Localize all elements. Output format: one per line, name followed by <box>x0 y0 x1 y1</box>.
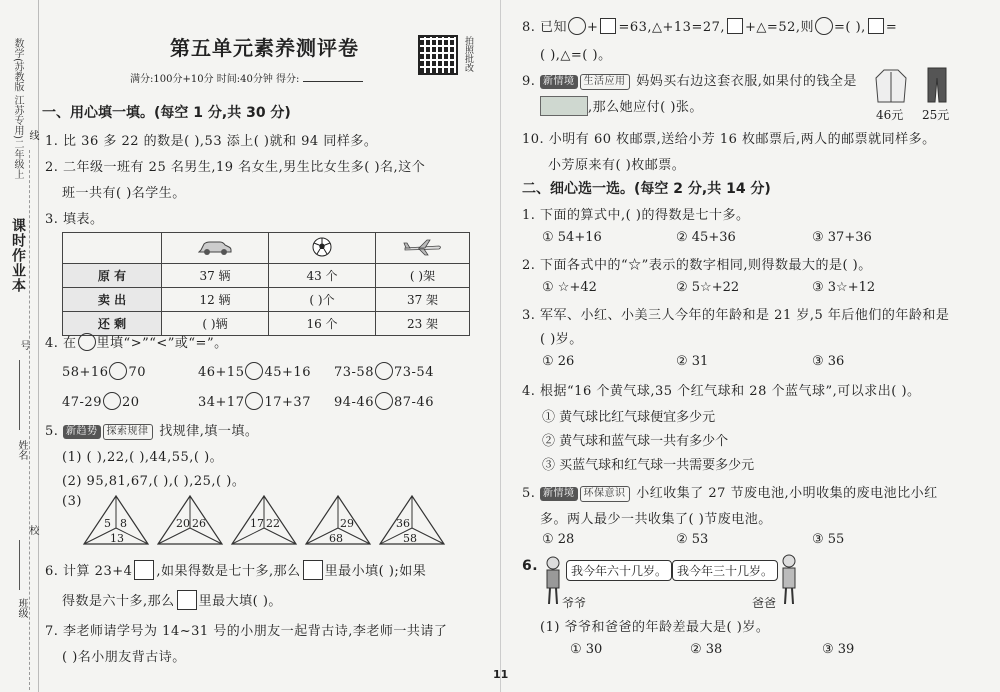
qr-code[interactable] <box>418 35 458 75</box>
choice-option[interactable]: ③ 买蓝气球和红气球一共需要多少元 <box>542 458 755 473</box>
compare-right: 70 <box>128 365 147 380</box>
compare-right: 87-46 <box>393 395 434 410</box>
choice-6-number: 6. <box>522 558 539 574</box>
table-header-row <box>63 233 470 264</box>
choice-1: 1. 下面的算式中,( )的得数是七十多。 <box>522 208 750 223</box>
choice-option[interactable]: ③ 36 <box>812 354 845 369</box>
table-cell: 16 个 <box>269 312 376 336</box>
tri-value: 68 <box>329 532 343 545</box>
number-line <box>19 360 20 430</box>
compare-item <box>62 392 140 410</box>
row-label: 还 剩 <box>63 312 162 336</box>
table-cell: 37 架 <box>376 288 470 312</box>
question-10-line2: 小芳原来有( )枚邮票。 <box>548 158 686 173</box>
answer-box[interactable] <box>134 560 154 580</box>
grandpa-label: 爷爷 <box>562 596 587 610</box>
score-blank <box>303 81 363 82</box>
speech-bubble-grandpa: 我今年六十几岁。 <box>566 560 672 581</box>
table-cell: ( )个 <box>269 288 376 312</box>
pants-price: 25元 <box>922 108 950 122</box>
page-title: 第五单元素养测评卷 <box>170 36 359 60</box>
choice-option[interactable]: ① 黄气球比红气球便宜多少元 <box>542 410 716 425</box>
compare-right: 17+37 <box>264 395 311 410</box>
table-cell: 37 辆 <box>162 264 269 288</box>
book-title: 课时作业本 <box>10 218 26 293</box>
compare-circle[interactable] <box>245 392 263 410</box>
question-9-line1 <box>522 70 857 90</box>
qr-pattern <box>420 37 456 73</box>
school-label: 校 <box>27 525 38 535</box>
choice-4: 4. 根据“16 个黄气球,35 个红气球和 28 个蓝气球”,可以求出( )。 <box>522 384 921 399</box>
compare-right: 20 <box>121 395 140 410</box>
q5-number: 5. <box>45 424 59 439</box>
table-row <box>63 288 470 312</box>
q9-number: 9. <box>522 74 536 89</box>
question-5-3: (3) <box>62 494 82 509</box>
qr-caption: 拍照批改 <box>463 36 473 72</box>
choice-option[interactable]: ③ 55 <box>812 532 845 547</box>
answer-box[interactable] <box>177 590 197 610</box>
line-label: 线 <box>27 130 38 140</box>
banknote-icon <box>540 96 588 116</box>
question-4 <box>45 332 228 351</box>
compare-circle[interactable] <box>103 392 121 410</box>
question-3: 3. 填表。 <box>45 212 104 227</box>
tri-value: 20 <box>176 517 190 530</box>
q5-text: 找规律,填一填。 <box>159 424 259 439</box>
choice-option[interactable]: ② 45+36 <box>676 230 736 245</box>
table-cell: 23 架 <box>376 312 470 336</box>
table-corner <box>63 233 162 264</box>
pattern-tag: 探索规律 <box>103 424 153 440</box>
question-5-2: (2) 95,81,67,( ),( ),25,( )。 <box>62 474 246 489</box>
tri-value: 8 <box>120 517 127 530</box>
choice-3-line1: 3. 军军、小红、小美三人今年的年龄和是 21 岁,5 年后他们的年龄和是 <box>522 308 950 323</box>
c5-number: 5. <box>522 486 536 501</box>
q6-text-b2: 里最大填( )。 <box>198 594 282 609</box>
tri-value: 26 <box>192 517 206 530</box>
compare-left: 46+15 <box>198 365 245 380</box>
c5-text-a: 小红收集了 27 节废电池,小明收集的废电池比小红 <box>636 486 938 501</box>
q6-text-a2: ,如果得数是七十多,那么 <box>156 564 301 579</box>
section-1-title: 一、用心填一填。(每空 1 分,共 30 分) <box>42 105 291 121</box>
tri-value: 36 <box>396 517 410 530</box>
choice-3-line2: ( )岁。 <box>540 332 583 347</box>
compare-circle[interactable] <box>245 362 263 380</box>
compare-item <box>198 392 311 410</box>
pants-icon <box>926 66 948 104</box>
compare-left: 34+17 <box>198 395 245 410</box>
q8-text-1: 8. 已知 <box>522 20 568 35</box>
car-icon <box>198 238 232 256</box>
square-symbol <box>868 18 884 34</box>
compare-left: 47-29 <box>62 395 102 410</box>
compare-left: 73-58 <box>334 365 374 380</box>
triangle-2 <box>158 496 222 544</box>
compare-circle[interactable] <box>375 392 393 410</box>
question-9-line2 <box>540 96 703 116</box>
choice-option[interactable]: ① 26 <box>542 354 575 369</box>
jacket-price: 46元 <box>876 108 904 122</box>
question-8-line1 <box>522 16 897 35</box>
trend-tag: 新趋势 <box>63 425 101 439</box>
q4-text-a: 4. 在 <box>45 336 77 351</box>
choice-2: 2. 下面各式中的“☆”表示的数字相同,则得数最大的是( )。 <box>522 258 872 273</box>
q9-text-b: ,那么她应付( )张。 <box>588 100 703 115</box>
page-number: 11 <box>493 668 509 681</box>
q8-text-2: + <box>587 20 599 35</box>
square-symbol <box>727 18 743 34</box>
tri-value: 29 <box>340 517 354 530</box>
square-symbol <box>600 18 616 34</box>
row-label: 原 有 <box>63 264 162 288</box>
choice-option[interactable]: ③ 37+36 <box>812 230 872 245</box>
compare-item <box>334 392 434 410</box>
ball-cell <box>269 233 376 264</box>
tri-value: 17 <box>250 517 264 530</box>
question-10-line1: 10. 小明有 60 枚邮票,送给小芳 16 枚邮票后,两人的邮票就同样多。 <box>522 132 936 147</box>
class-line <box>19 540 20 590</box>
choice-option[interactable]: ① 54+16 <box>542 230 602 245</box>
choice-option[interactable]: ① 28 <box>542 532 575 547</box>
soccer-ball-icon <box>312 237 332 257</box>
section-2-title: 二、细心选一选。(每空 2 分,共 14 分) <box>522 181 771 197</box>
choice-6-1: (1) 爷爷和爸爸的年龄差最大是( )岁。 <box>540 620 770 635</box>
answer-box[interactable] <box>303 560 323 580</box>
row-label: 卖 出 <box>63 288 162 312</box>
question-6-line1 <box>45 560 426 580</box>
compare-item <box>62 362 146 380</box>
dad-figure <box>778 554 800 606</box>
q8-text-3: =63,△+13=27, <box>618 20 726 35</box>
choice-option[interactable]: ① 30 <box>570 642 603 657</box>
airplane-icon <box>403 238 443 256</box>
speech-bubble-dad: 我今年三十几岁。 <box>672 560 778 581</box>
question-2-line1: 2. 二年级一班有 25 名男生,19 名女生,男生比女生多( )名,这个 <box>45 160 426 175</box>
table-cell: 12 辆 <box>162 288 269 312</box>
tri-value: 22 <box>266 517 280 530</box>
choice-option[interactable]: ② 31 <box>676 354 709 369</box>
question-5 <box>45 420 258 440</box>
question-5-1: (1) ( ),22,( ),44,55,( )。 <box>62 450 224 465</box>
choice-option[interactable]: ② 53 <box>676 532 709 547</box>
plane-cell <box>376 233 470 264</box>
q9-text-a: 妈妈买右边这套衣服,如果付的钱全是 <box>636 74 857 89</box>
compare-item <box>198 362 311 380</box>
choice-5-line1 <box>522 482 938 502</box>
question-6-line2 <box>62 590 282 610</box>
circle-symbol <box>568 17 586 35</box>
choice-option[interactable]: ② 黄气球和蓝气球一共有多少个 <box>542 434 729 449</box>
circle-symbol <box>815 17 833 35</box>
context-tag: 新情境 <box>540 75 578 89</box>
choice-option[interactable]: ③ 3☆+12 <box>812 280 876 295</box>
q6-text-a3: 里最小填( );如果 <box>324 564 427 579</box>
tri-value: 58 <box>403 532 417 545</box>
q4-text-b: 里填“>”“<”或“=”。 <box>96 336 228 351</box>
question-7-line2: ( )名小朋友背古诗。 <box>62 650 186 665</box>
page-meta <box>130 70 363 85</box>
triangle-3 <box>232 496 296 544</box>
life-tag: 生活应用 <box>580 74 630 90</box>
tri-value: 13 <box>110 532 124 545</box>
number-label: 号 <box>18 340 29 350</box>
choice-option[interactable]: ① ☆+42 <box>542 280 597 295</box>
q8-text-5: =( ), <box>834 20 866 35</box>
table-row <box>63 264 470 288</box>
meta-text: 满分:100分+10分 时间:40分钟 得分: <box>130 74 300 85</box>
q6-text-a1: 6. 计算 23+4 <box>45 564 133 579</box>
q8-text-4: +△=52,则 <box>745 20 814 35</box>
compare-right: 45+16 <box>264 365 311 380</box>
choice-option[interactable]: ② 38 <box>690 642 723 657</box>
question-7-line1: 7. 李老师请学号为 14~31 号的小朋友一起背古诗,李老师一共请了 <box>45 624 448 639</box>
compare-left: 94-46 <box>334 395 374 410</box>
choice-5-line2: 多。两人最少一共收集了( )节废电池。 <box>540 512 772 527</box>
choice-option[interactable]: ② 5☆+22 <box>676 280 740 295</box>
cut-line <box>29 150 30 690</box>
q8-text-6: = <box>885 20 898 35</box>
choice-option[interactable]: ③ 39 <box>822 642 855 657</box>
compare-circle[interactable] <box>375 362 393 380</box>
table-cell: ( )架 <box>376 264 470 288</box>
book-subtitle: 数学(苏教版 江苏专用)二年级上 <box>12 38 23 179</box>
eco-tag: 环保意识 <box>580 486 630 502</box>
fill-table <box>62 232 470 336</box>
question-8-line2: ( ),△=( )。 <box>540 48 612 63</box>
q6-text-b1: 得数是六十多,那么 <box>62 594 175 609</box>
compare-circle-sample <box>78 333 96 351</box>
compare-left: 58+16 <box>62 365 109 380</box>
grandpa-figure <box>542 556 564 606</box>
compare-item <box>334 362 434 380</box>
question-2-line2: 班一共有( )名学生。 <box>62 186 186 201</box>
name-label: 姓名 <box>16 440 27 460</box>
binding-sidebar <box>0 0 39 692</box>
dad-label: 爸爸 <box>752 596 777 610</box>
tri-value: 5 <box>104 517 111 530</box>
table-cell: 43 个 <box>269 264 376 288</box>
compare-circle[interactable] <box>109 362 127 380</box>
class-label: 班级 <box>16 598 27 618</box>
context-tag: 新情境 <box>540 487 578 501</box>
car-cell <box>162 233 269 264</box>
question-1: 1. 比 36 多 22 的数是( ),53 添上( )就和 94 同样多。 <box>45 134 378 149</box>
jacket-icon <box>874 68 908 104</box>
compare-right: 73-54 <box>393 365 434 380</box>
table-cell: ( )辆 <box>162 312 269 336</box>
center-divider <box>500 0 501 692</box>
